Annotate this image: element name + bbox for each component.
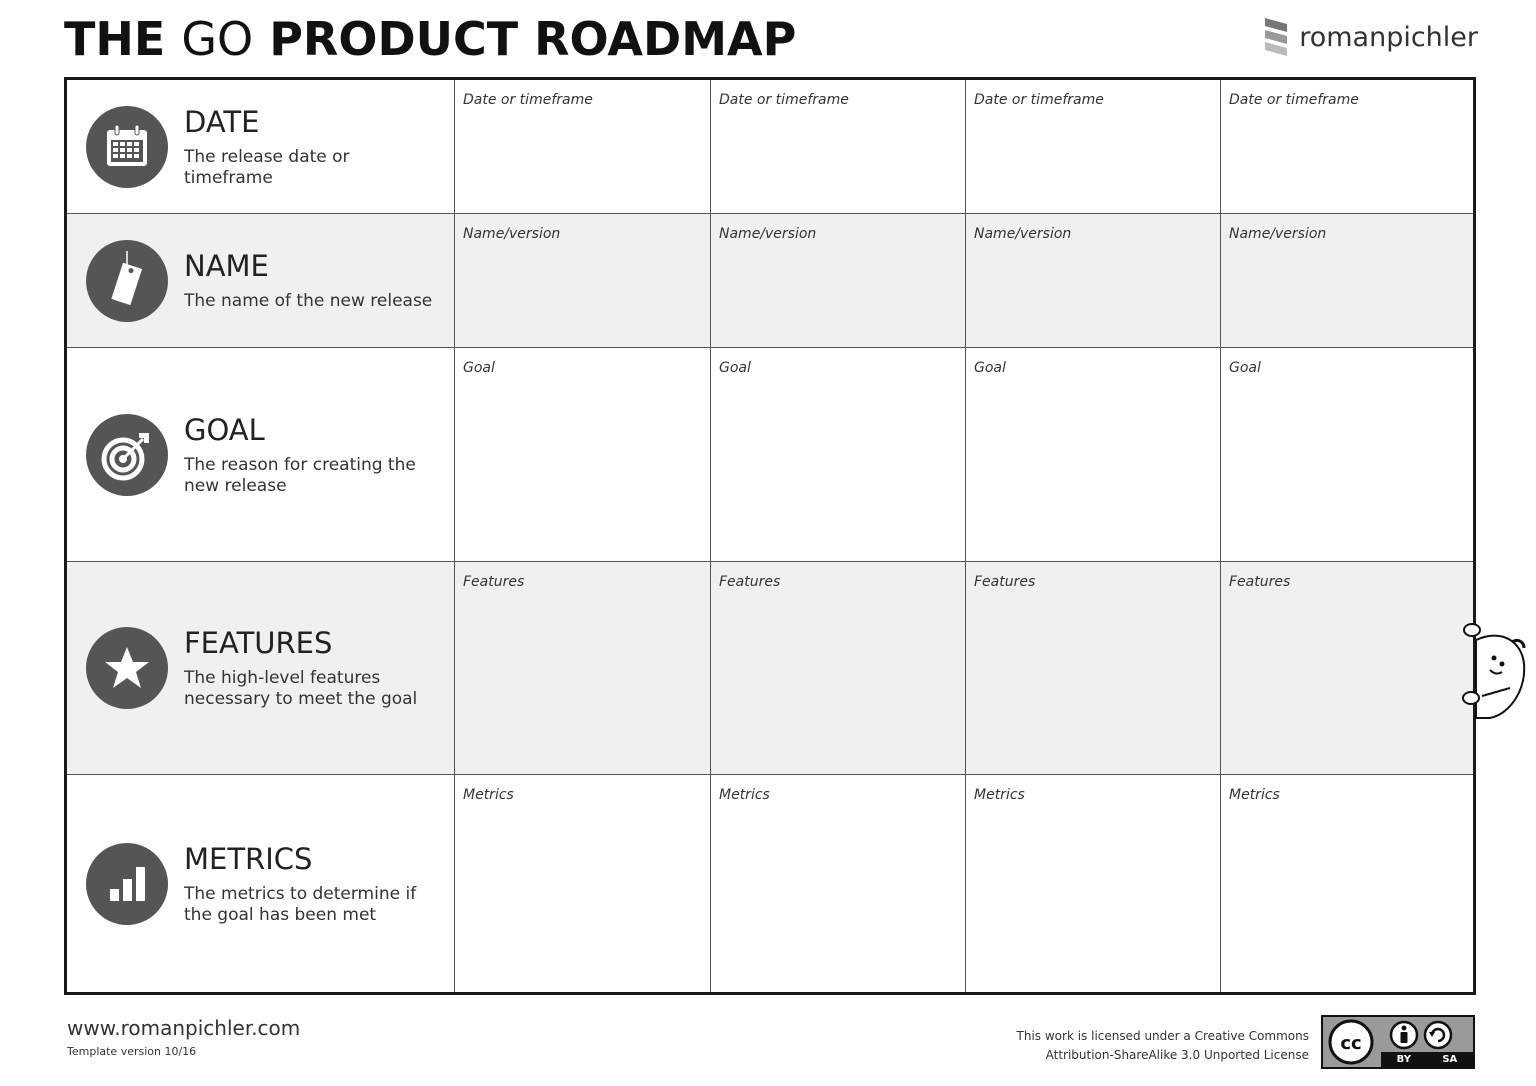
cell-hint: Goal	[974, 360, 1006, 376]
row-description: The name of the new release	[184, 291, 433, 311]
cell-hint: Goal	[719, 360, 751, 376]
license-line-1: This work is licensed under a Creative Commons	[1016, 1029, 1309, 1043]
row-title: FEATURES	[184, 626, 333, 660]
row-label-features	[67, 562, 455, 775]
row-label-text	[184, 842, 454, 926]
template-version: Template version 10/16	[67, 1045, 197, 1058]
title-words-product-roadmap: PRODUCT ROADMAP	[269, 12, 797, 66]
cell-features-1[interactable]	[455, 562, 711, 775]
title-word-go: GO	[181, 12, 254, 66]
cell-date-1[interactable]	[455, 80, 711, 214]
row-title: METRICS	[184, 841, 313, 876]
cell-goal-1[interactable]	[455, 348, 711, 562]
row-title: GOAL	[184, 412, 265, 447]
cell-goal-2[interactable]	[711, 348, 966, 562]
cc-by-label: BY	[1396, 1054, 1411, 1065]
bar-chart-icon	[86, 843, 168, 925]
license-line-2: Attribution-ShareAlike 3.0 Unported License	[1045, 1048, 1309, 1062]
row-label-metrics	[67, 775, 455, 992]
cc-icon	[1325, 1017, 1377, 1067]
romanpichler-logo-icon	[1261, 16, 1291, 58]
footer-url[interactable]: www.romanpichler.com	[67, 1016, 301, 1040]
cell-features-2[interactable]	[711, 562, 966, 775]
cell-name-2[interactable]	[711, 214, 966, 348]
cell-hint: Features	[1229, 574, 1291, 590]
roadmap-board	[64, 77, 1476, 995]
cell-hint: Goal	[463, 360, 495, 376]
attribution-person-icon	[1389, 1020, 1419, 1050]
row-description: The metrics to determine if the goal has been met	[184, 883, 417, 925]
cell-hint: Goal	[1229, 360, 1261, 376]
target-icon	[86, 414, 168, 496]
cell-hint: Features	[463, 574, 525, 590]
row-label-goal	[67, 348, 455, 562]
cell-hint: Name/version	[719, 226, 817, 242]
cell-hint: Name/version	[1229, 226, 1327, 242]
cell-hint: Name/version	[974, 226, 1072, 242]
row-label-text	[184, 413, 454, 497]
brand-logo	[1261, 16, 1478, 58]
calendar-icon	[86, 106, 168, 188]
share-alike-icon	[1423, 1020, 1453, 1050]
svg-text:cc: cc	[1340, 1033, 1362, 1054]
cell-goal-4[interactable]	[1221, 348, 1473, 562]
cell-hint: Date or timeframe	[719, 92, 849, 108]
cell-date-4[interactable]	[1221, 80, 1473, 214]
cell-hint: Metrics	[974, 787, 1025, 803]
row-description: The release date or timeframe	[184, 146, 350, 188]
cell-date-3[interactable]	[966, 80, 1221, 214]
cell-goal-3[interactable]	[966, 348, 1221, 562]
row-label-date	[67, 80, 455, 214]
cc-sa-label: SA	[1442, 1054, 1458, 1065]
cell-metrics-4[interactable]	[1221, 775, 1473, 992]
row-label-text	[184, 249, 448, 312]
row-title: NAME	[184, 249, 269, 283]
cell-date-2[interactable]	[711, 80, 966, 214]
cell-hint: Features	[719, 574, 781, 590]
row-label-name	[67, 214, 455, 348]
row-description: The reason for creating the new release	[184, 454, 416, 496]
cell-hint: Metrics	[463, 787, 514, 803]
license-text	[1017, 1027, 1309, 1065]
cell-metrics-1[interactable]	[455, 775, 711, 992]
cc-label-strip	[1381, 1052, 1473, 1067]
row-description: The high-level features necessary to meet the goal	[184, 668, 418, 709]
cell-hint: Date or timeframe	[974, 92, 1104, 108]
tag-icon	[86, 240, 168, 322]
row-label-text	[184, 626, 454, 710]
cell-hint: Name/version	[463, 226, 561, 242]
cell-name-3[interactable]	[966, 214, 1221, 348]
cell-features-3[interactable]	[966, 562, 1221, 775]
row-title: DATE	[184, 104, 260, 139]
cell-hint: Metrics	[719, 787, 770, 803]
cell-name-4[interactable]	[1221, 214, 1473, 348]
cell-hint: Date or timeframe	[1229, 92, 1359, 108]
cell-hint: Features	[974, 574, 1036, 590]
cell-name-1[interactable]	[455, 214, 711, 348]
cell-hint: Date or timeframe	[463, 92, 593, 108]
page-title	[64, 10, 796, 68]
peeking-character-illustration	[1462, 618, 1528, 722]
creative-commons-badge[interactable]	[1321, 1015, 1475, 1069]
cell-features-4[interactable]	[1221, 562, 1473, 775]
brand-name: romanpichler	[1299, 21, 1478, 53]
star-icon	[86, 627, 168, 709]
cell-metrics-2[interactable]	[711, 775, 966, 992]
cell-metrics-3[interactable]	[966, 775, 1221, 992]
title-word-the: THE	[64, 12, 166, 66]
row-label-text	[184, 105, 454, 189]
cell-hint: Metrics	[1229, 787, 1280, 803]
